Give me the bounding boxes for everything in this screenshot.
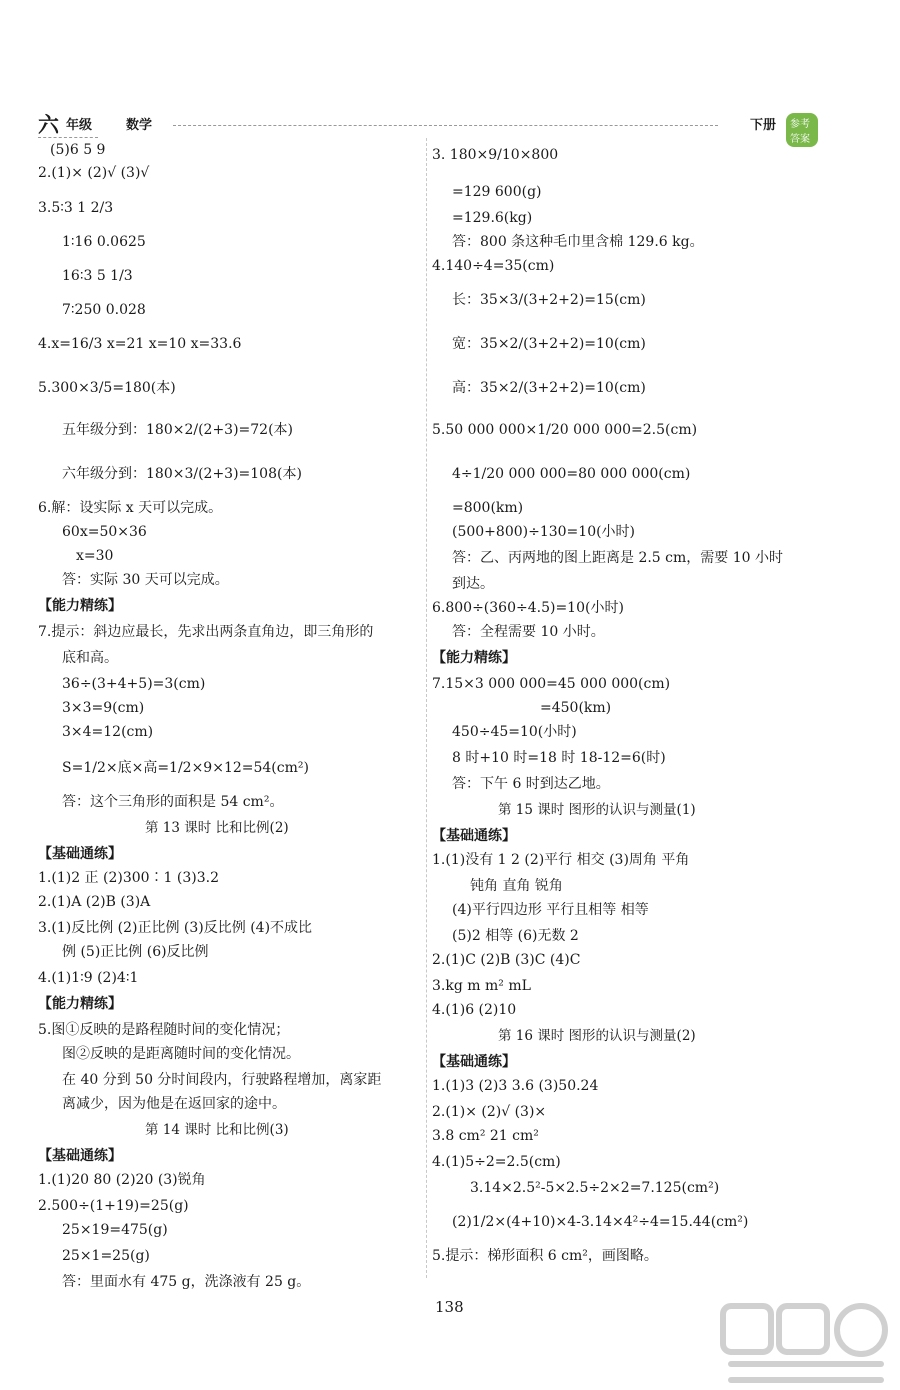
right-answer-line: (2)1/2×(4+10)×4-3.14×4²÷4=15.44(cm²) (452, 1214, 749, 1230)
left-answer-line: 【基础通练】 (38, 1148, 122, 1164)
right-answer-line: 4.(1)5÷2=2.5(cm) (432, 1154, 561, 1170)
right-answer-line: 1.(1)没有 1 2 (2)平行 相交 (3)周角 平角 (432, 852, 690, 868)
left-answer-line: 例 (5)正比例 (6)反比例 (62, 944, 209, 960)
right-answer-line: 4.140÷4=35(cm) (432, 258, 555, 274)
right-answer-line: 答：800 条这种毛巾里含棉 129.6 kg。 (452, 234, 704, 250)
right-answer-line: =129.6(kg) (452, 210, 533, 226)
answer-key-badge: 参考答案 (786, 113, 818, 147)
right-answer-line: 450÷45=10(小时) (452, 724, 577, 740)
left-answer-line: 第 14 课时 比和比例(3) (145, 1122, 289, 1138)
right-answer-line: 长：35×3/(3+2+2)=15(cm) (452, 292, 646, 308)
left-answer-line: 60x=50×36 (62, 524, 147, 540)
right-answer-line: 8 时+10 时=18 时 18-12=6(时) (452, 750, 666, 766)
left-answer-line: 6.解：设实际 x 天可以完成。 (38, 500, 223, 516)
page-number: 138 (435, 1298, 464, 1316)
right-answer-line: 钝角 直角 锐角 (470, 878, 563, 894)
volume-label: 下册 (750, 118, 777, 133)
left-answer-line: 答：里面水有 475 g，洗涤液有 25 g。 (62, 1274, 311, 1290)
left-answer-line: 六年级分到：180×3/(2+3)=108(本) (62, 466, 302, 482)
right-answer-line: 4.(1)6 (2)10 (432, 1002, 517, 1018)
right-answer-line: 5.50 000 000×1/20 000 000=2.5(cm) (432, 422, 698, 438)
left-answer-line: 7∶250 0.028 (62, 302, 146, 318)
right-answer-line: (5)2 相等 (6)无数 2 (452, 928, 579, 944)
left-answer-line: S=1/2×底×高=1/2×9×12=54(cm²) (62, 760, 309, 776)
right-answer-line: 答：下午 6 时到达乙地。 (452, 776, 610, 792)
left-answer-line: 【基础通练】 (38, 846, 122, 862)
left-answer-line: 离减少，因为他是在返回家的途中。 (62, 1096, 286, 1112)
left-answer-line: 3.5∶3 1 2/3 (38, 200, 114, 216)
left-answer-line: 1.(1)20 80 (2)20 (3)锐角 (38, 1172, 206, 1188)
left-answer-line: 5.300×3/5=180(本) (38, 380, 176, 396)
watermark-logo (715, 1300, 895, 1388)
right-answer-line: 【基础通练】 (432, 828, 516, 844)
left-answer-line: 答：实际 30 天可以完成。 (62, 572, 229, 588)
right-answer-line: 2.(1)C (2)B (3)C (4)C (432, 952, 581, 968)
left-answer-line: 【能力精练】 (38, 996, 122, 1012)
left-answer-line: 底和高。 (62, 650, 118, 666)
left-answer-line: 4.(1)1∶9 (2)4∶1 (38, 970, 139, 986)
left-answer-line: 图②反映的是距离随时间的变化情况。 (62, 1046, 300, 1062)
left-answer-line: (5)6 5 9 (50, 142, 106, 158)
left-answer-line: 【能力精练】 (38, 598, 122, 614)
left-answer-line: 3.(1)反比例 (2)正比例 (3)反比例 (4)不成比 (38, 920, 313, 936)
right-answer-line: (500+800)÷130=10(小时) (452, 524, 636, 540)
left-answer-line: x=30 (76, 548, 114, 564)
right-answer-line: 6.800÷(360÷4.5)=10(小时) (432, 600, 624, 616)
right-answer-line: 5.提示：梯形面积 6 cm²，画图略。 (432, 1248, 658, 1264)
left-answer-line: 答：这个三角形的面积是 54 cm²。 (62, 794, 284, 810)
right-answer-line: =800(km) (452, 500, 524, 516)
left-answer-line: 3×4=12(cm) (62, 724, 154, 740)
left-answer-line: 7.提示：斜边应最长，先求出两条直角边，即三角形的 (38, 624, 374, 640)
left-answer-line: 36÷(3+4+5)=3(cm) (62, 676, 206, 692)
subject-label: 数学 (126, 118, 153, 133)
right-answer-line: =450(km) (540, 700, 612, 716)
left-answer-line: 2.(1)A (2)B (3)A (38, 894, 151, 910)
left-answer-line: 五年级分到：180×2/(2+3)=72(本) (62, 422, 294, 438)
right-answer-line: (4)平行四边形 平行且相等 相等 (452, 902, 649, 918)
right-answer-line: 第 15 课时 图形的认识与测量(1) (498, 802, 696, 818)
right-answer-line: 3.14×2.5²-5×2.5÷2×2=7.125(cm²) (470, 1180, 720, 1196)
right-answer-line: 答：乙、丙两地的图上距离是 2.5 cm，需要 10 小时 (452, 550, 783, 566)
left-answer-line: 第 13 课时 比和比例(2) (145, 820, 289, 836)
right-answer-line: 【基础通练】 (432, 1054, 516, 1070)
right-answer-line: 2.(1)× (2)√ (3)× (432, 1104, 547, 1120)
right-answer-line: 到达。 (452, 576, 494, 592)
left-answer-line: 2.(1)× (2)√ (3)√ (38, 165, 150, 181)
right-answer-line: 4÷1/20 000 000=80 000 000(cm) (452, 466, 691, 482)
left-answer-line: 16∶3 5 1/3 (62, 268, 133, 284)
grade-number: 六 (38, 112, 59, 137)
right-answer-line: 宽：35×2/(3+2+2)=10(cm) (452, 336, 646, 352)
right-answer-line: 3.8 cm² 21 cm² (432, 1128, 539, 1144)
right-answer-line: 【能力精练】 (432, 650, 516, 666)
left-answer-line: 4.x=16/3 x=21 x=10 x=33.6 (38, 336, 242, 352)
left-answer-line: 1∶16 0.0625 (62, 234, 146, 250)
right-answer-line: =129 600(g) (452, 184, 542, 200)
right-answer-line: 3. 180×9/10×800 (432, 147, 559, 163)
left-answer-line: 5.图①反映的是路程随时间的变化情况； (38, 1022, 290, 1038)
left-answer-line: 25×19=475(g) (62, 1222, 168, 1238)
right-answer-line: 3.kg m m² mL (432, 978, 531, 994)
left-answer-line: 3×3=9(cm) (62, 700, 145, 716)
right-answer-line: 高：35×2/(3+2+2)=10(cm) (452, 380, 646, 396)
right-answer-line: 答：全程需要 10 小时。 (452, 624, 605, 640)
grade-label: 年级 (66, 118, 93, 133)
left-answer-line: 在 40 分到 50 分时间段内，行驶路程增加，离家距 (62, 1072, 382, 1088)
left-answer-line: 1.(1)2 正 (2)300∶1 (3)3.2 (38, 870, 220, 886)
right-answer-line: 第 16 课时 图形的认识与测量(2) (498, 1028, 696, 1044)
left-answer-line: 25×1=25(g) (62, 1248, 150, 1264)
left-answer-line: 2.500÷(1+19)=25(g) (38, 1198, 189, 1214)
right-answer-line: 7.15×3 000 000=45 000 000(cm) (432, 676, 671, 692)
right-answer-line: 1.(1)3 (2)3 3.6 (3)50.24 (432, 1078, 599, 1094)
